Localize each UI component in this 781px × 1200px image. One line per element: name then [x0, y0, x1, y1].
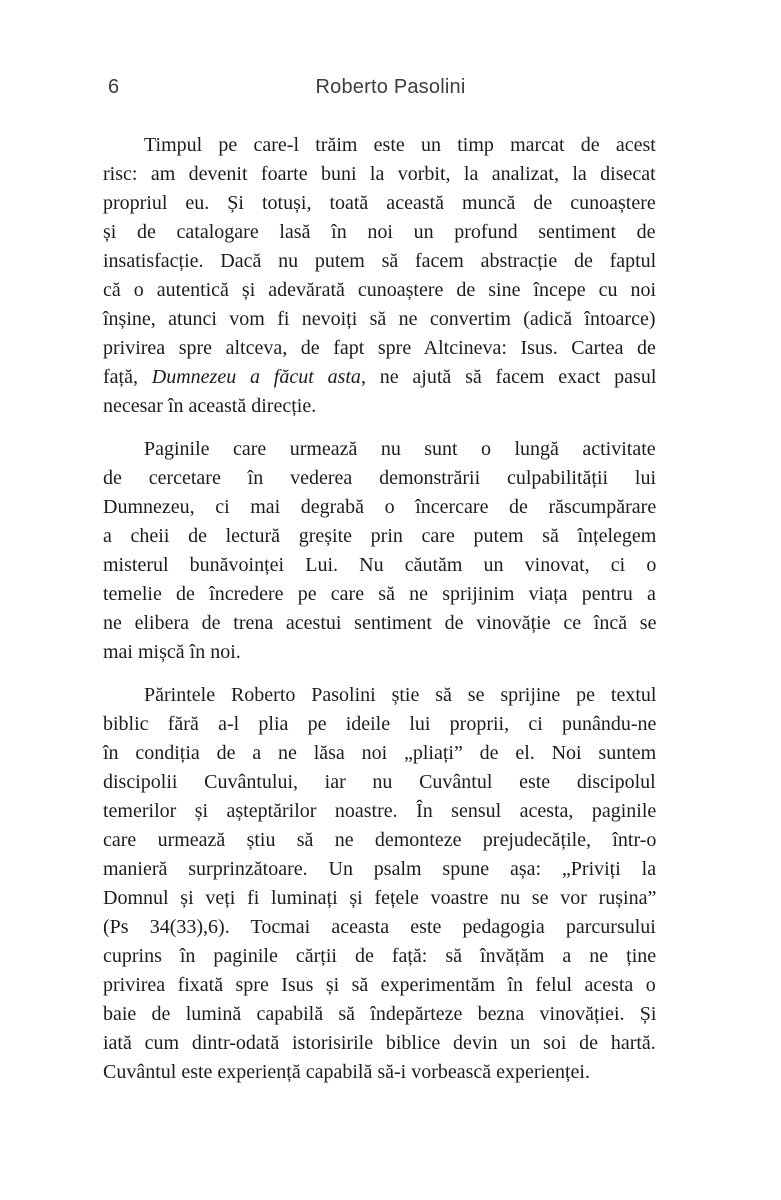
- text-line: [103, 551, 656, 580]
- text-line: [103, 580, 656, 609]
- text-line: [103, 160, 656, 189]
- text-line: [103, 1000, 656, 1029]
- text-line: [103, 435, 656, 464]
- running-header-row: [0, 74, 781, 100]
- text-line: [103, 1058, 656, 1087]
- text-line: [103, 768, 656, 797]
- text-run: a cheii de lectură greșite prin care putem să înțelegem: [103, 525, 657, 547]
- text-line: [103, 971, 656, 1000]
- text-run: Domnul și veți fi luminați și fețele voastre nu se vor rușina”: [103, 887, 657, 909]
- text-run: ne elibera de trena acestui sentiment de vinovăție ce încă se: [103, 612, 657, 634]
- text-run: privirea spre altceva, de fapt spre Altcineva: Isus. Cartea de: [103, 337, 656, 359]
- text-run: risc: am devenit foarte buni la vorbit, la analizat, la disecat: [103, 163, 656, 185]
- text-line: [103, 1029, 656, 1058]
- text-column: [103, 131, 656, 1101]
- text-line: [103, 884, 656, 913]
- text-run: că o autentică și adevărată cunoaștere de sine începe cu noi: [103, 279, 657, 301]
- text-line: [103, 913, 656, 942]
- text-line: [103, 334, 656, 363]
- text-line: [103, 638, 656, 667]
- text-line: [103, 855, 656, 884]
- text-run: baie de lumină capabilă să îndepărteze bezna vinovăției. Și: [103, 1003, 657, 1025]
- text-line: [103, 276, 656, 305]
- text-run: Cuvântul este experiență capabilă să-i vorbească experienței.: [103, 1061, 590, 1083]
- text-line: [103, 739, 656, 768]
- text-line: [103, 609, 656, 638]
- text-run: de cercetare în vederea demonstrării culpabilității lui: [103, 467, 657, 489]
- text-line: [103, 131, 656, 160]
- text-line: [103, 522, 656, 551]
- text-run: necesar în această direcție.: [103, 395, 317, 417]
- text-line: [103, 305, 656, 334]
- page-number: 6: [108, 76, 120, 98]
- text-line: [103, 710, 656, 739]
- text-line: [103, 392, 656, 421]
- text-run: care urmează știu să ne demonteze prejudecățile, într-o: [103, 829, 657, 851]
- text-run: discipolii Cuvântului, iar nu Cuvântul este discipolul: [103, 771, 656, 793]
- running-header: Roberto Pasolini: [315, 76, 466, 98]
- text-line: [103, 826, 656, 855]
- text-run: temerilor și așteptărilor noastre. În sensul acesta, paginile: [103, 800, 657, 822]
- text-run: în condiția de a ne lăsa noi „pliați” de el. Noi suntem: [103, 742, 657, 764]
- text-line: [103, 189, 656, 218]
- text-line: [103, 363, 656, 392]
- paragraph: [103, 131, 656, 421]
- text-line: [103, 493, 656, 522]
- text-run: privirea fixată spre Isus și să experimentăm în felul acesta o: [103, 974, 656, 996]
- text-run: Timpul pe care-l trăim este un timp marcat de acest: [144, 134, 656, 156]
- text-run: Dumnezeu, ci mai degrabă o încercare de răscumpărare: [103, 496, 657, 518]
- text-run: , ne ajută să facem exact pasul: [360, 366, 657, 388]
- text-run: manieră surprinzătoare. Un psalm spune așa: „Priviți la: [103, 858, 657, 880]
- text-run: biblic fără a-l plia pe ideile lui proprii, ci punându-ne: [103, 713, 657, 735]
- paragraph: [103, 681, 656, 1087]
- text-run: (Ps 34(33),6). Tocmai aceasta este pedagogia parcursului: [103, 916, 656, 938]
- text-run: înșine, atunci vom fi nevoiți să ne convertim (adică întoarce): [103, 308, 656, 330]
- text-run: față,: [103, 366, 152, 388]
- text-run: insatisfacție. Dacă nu putem să facem abstracție de faptul: [103, 250, 657, 272]
- italic-book-title: Dumnezeu a făcut asta: [151, 366, 361, 388]
- text-line: [103, 218, 656, 247]
- text-run: propriul eu. Și totuși, toată această muncă de cunoaștere: [103, 192, 656, 214]
- text-run: cuprins în paginile cărții de față: să învățăm a ne ține: [103, 945, 657, 967]
- text-run: Paginile care urmează nu sunt o lungă activitate: [144, 438, 656, 460]
- text-run: Părintele Roberto Pasolini știe să se sprijine pe textul: [144, 684, 657, 706]
- text-run: misterul bunăvoinței Lui. Nu căutăm un vinovat, ci o: [103, 554, 657, 576]
- text-line: [103, 681, 656, 710]
- text-run: și de catalogare lasă în noi un profund sentiment de: [103, 221, 656, 243]
- text-line: [103, 464, 656, 493]
- text-run: iată cum dintr-odată istorisirile biblice devin un soi de hartă.: [103, 1032, 656, 1054]
- text-line: [103, 942, 656, 971]
- paragraph: [103, 435, 656, 667]
- text-line: [103, 797, 656, 826]
- text-run: temelie de încredere pe care să ne sprijinim viața pentru a: [103, 583, 656, 605]
- text-run: mai mișcă în noi.: [103, 641, 241, 663]
- text-line: [103, 247, 656, 276]
